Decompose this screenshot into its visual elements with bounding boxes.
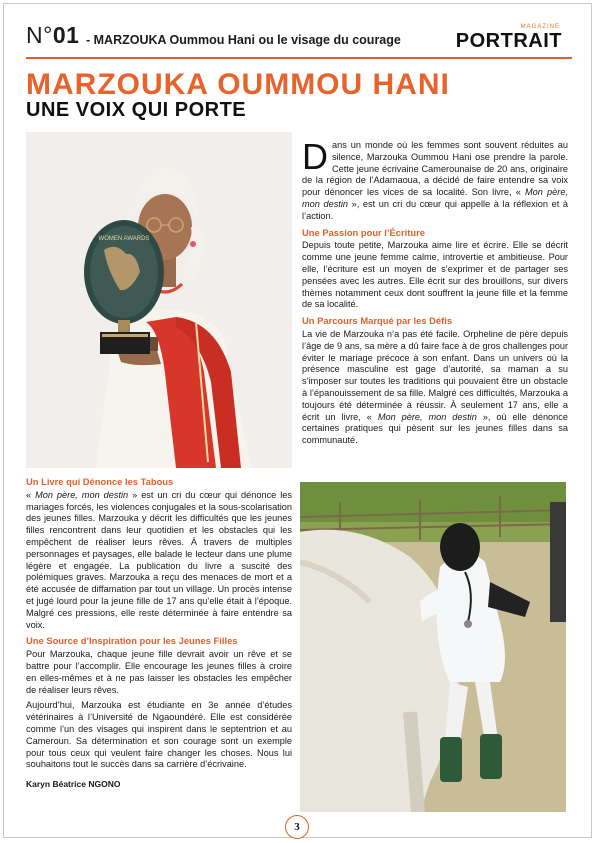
magazine-label: MAGAZINE (520, 24, 560, 30)
parcours-text-b: », où elle dénonce certaines pratiques qui pèsent sur les jeunes filles dans sa communauté. (302, 411, 568, 446)
article-subtitle: UNE VOIX QUI PORTE (26, 99, 247, 121)
issue-number (26, 22, 79, 49)
drop-cap: D (302, 136, 328, 177)
trophy-inscription: WOMEN AWARDS (98, 236, 150, 242)
intro-paragraph (302, 136, 568, 223)
magazine-header (26, 22, 572, 52)
page-number: 3 (285, 815, 309, 839)
livre-text-pre: « (26, 489, 36, 500)
section-text-parcours (302, 329, 568, 447)
portrait-illustration (26, 132, 292, 468)
book-title: Mon père, mon destin (302, 187, 568, 209)
section-heading-livre: Un Livre qui Dénonce les Tabous (26, 476, 174, 487)
article-title: MARZOUKA OUMMOU HANI (26, 68, 450, 101)
left-column (26, 474, 292, 795)
intro-text-a: ans un monde où les femmes sont souvent réduites au silence, Marzouka Oummou Hani ose prendre la parole. Cette jeune écrivaine Camerounaise de 20 ans, originaire de la région de l’Adamaoua, a décidé de faire entendre sa voix pour dénoncer les vices de sa localité. Son livre, « (302, 140, 568, 198)
section-heading-passion: Une Passion pour l’Écriture (302, 226, 425, 238)
veterinary-illustration (300, 482, 566, 812)
section-heading-parcours: Un Parcours Marqué par les Défis (302, 315, 453, 327)
section-text-livre (26, 490, 292, 632)
section-text-inspiration: Pour Marzouka, chaque jeune fille devrait avoir un rêve et se battre pour l’accomplir. Elle encourage les jeunes filles à croire en elles-mêmes et à ne pas laisser les obstacles les empêcher de réaliser leurs rêves. (26, 649, 292, 695)
veterinary-photo (300, 482, 566, 812)
article-author: Karyn Béatrice NGONO (26, 779, 121, 790)
livre-text-a: » est un cri du cœur qui dénonce les mariages forcés, les violences conjugales et la sous-scolarisation des jeunes filles. Marzouka y décrit les difficultés que les jeunes filles rencontrent dans leur quotidien et les obstacles qui les empêchent de réaliser leurs rêves. À travers de multiples personnages et paysages, elle balade le lecteur dans une plume légère et engagée. La publication du livre a suscité des polémiques graves. Marzouka a reçu des menaces de mort et a été accusée de diffamation par tout un village. Un procès intense et jugé lourd pour la jeune fille de 17 ans qu’elle était à l’époque. Malgré ces pressions, elle reste déterminée à faire entendre sa voix. (26, 489, 292, 630)
section-heading-inspiration: Une Source d’Inspiration pour les Jeunes Filles (26, 635, 238, 647)
issue-number-value: 01 (52, 22, 80, 48)
issue-prefix: N° (26, 22, 53, 48)
section-text-inspiration-2: Aujourd’hui, Marzouka est étudiante en 3e année d’études vétérinaires à l’Université de Ngaoundéré. Elle est considérée comme l’un des visages qui inspirent dans le septentrion et au Cameroun. Sa détermination et son courage sont un exemple pour tous ceux qui veulent faire changer les choses. Nous lui souhaitons tout le succès dans sa carrière d’écrivaine. (26, 700, 292, 770)
magazine-logo: PORTRAIT (455, 30, 562, 52)
parcours-text-a: La vie de Marzouka n’a pas été facile. Orpheline de père depuis l’âge de 9 ans, sa mère a dû faire face à de gros challenges pour éviter le mariage précoce à son enfant. Dans un univers où la présence masculine est gage d’autorité, sa maman a su s’imposer sur toutes les traditions qui pouvaient être un obstacle à l’épanouissement de sa fille. Malgré ces difficultés, Marzouka a toujours été déterminée à réussir. À seulement 17 ans, elle a écrit un livre, « (302, 328, 568, 422)
intro-text-b: », est un cri du cœur qui appelle à la réflexion et à l’action. (302, 198, 568, 221)
right-column (302, 136, 568, 451)
section-text-passion: Depuis toute petite, Marzouka aime lire et écrire. Elle se décrit comme une jeune femme calme, introvertie et ambitieuse. Pour elle, l’écriture est un moyen de s’exprimer et de partager ses pensées avec les autres. Elle écrit sur des brouillons, sur divers thèmes notamment ceux dont souffrent la jeune fille et la femme de sa localité. (302, 240, 568, 310)
header-divider (26, 57, 572, 59)
portrait-photo (26, 132, 292, 468)
header-title: - MARZOUKA Oummou Hani ou le visage du courage (86, 33, 401, 47)
book-title: Mon père, mon destin (377, 411, 477, 422)
book-title: Mon père, mon destin (35, 489, 129, 500)
